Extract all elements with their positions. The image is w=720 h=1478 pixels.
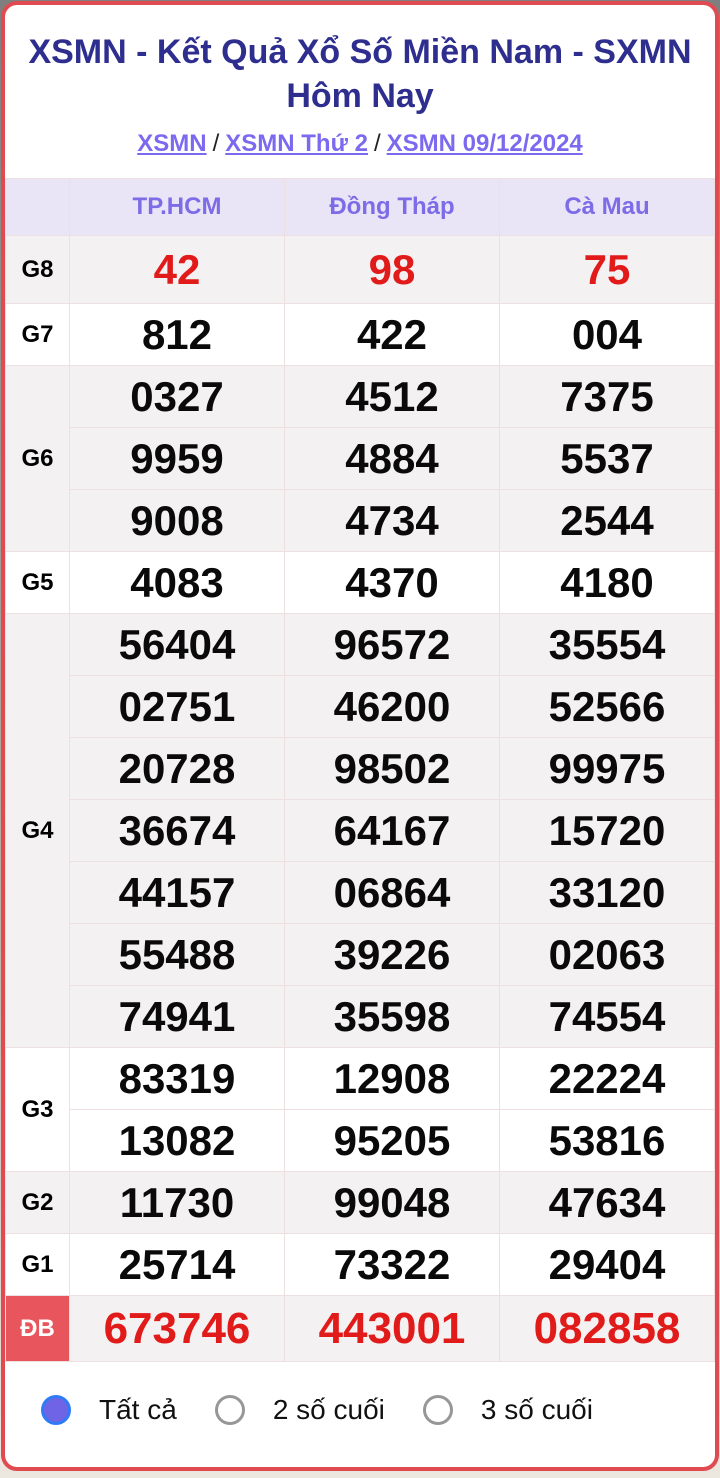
prize-value: 0327	[70, 366, 285, 428]
prize-value: 74554	[500, 986, 715, 1048]
prize-label: G5	[6, 552, 70, 614]
prize-row-g2	[6, 1172, 715, 1234]
prize-row-g7	[6, 304, 715, 366]
prize-value: 46200	[285, 676, 500, 738]
prize-row-g1	[6, 1234, 715, 1296]
prize-value: 55488	[70, 924, 285, 986]
breadcrumb-link[interactable]: XSMN Thứ 2	[225, 130, 368, 158]
prize-value: 443001	[285, 1296, 500, 1362]
breadcrumb	[5, 130, 715, 158]
prize-value: 082858	[500, 1296, 715, 1362]
filter-label: 2 số cuối	[272, 1394, 385, 1426]
prize-row-g4	[6, 986, 715, 1048]
prize-row-g5	[6, 552, 715, 614]
prize-value: 53816	[500, 1110, 715, 1172]
prize-value: 42	[70, 236, 285, 304]
breadcrumb-link[interactable]: XSMN	[137, 130, 207, 158]
prize-label: G4	[6, 614, 70, 1048]
column-header: Đồng Tháp	[285, 179, 500, 236]
prize-row-g4	[6, 738, 715, 800]
prize-value: 7375	[500, 366, 715, 428]
prize-label: ĐB	[6, 1296, 70, 1362]
prize-value: 4512	[285, 366, 500, 428]
radio-icon[interactable]	[41, 1395, 71, 1425]
prize-row-g6	[6, 366, 715, 428]
prize-value: 673746	[70, 1296, 285, 1362]
filter-option[interactable]	[423, 1394, 593, 1426]
filter-option[interactable]	[41, 1394, 177, 1426]
prize-row-đb	[6, 1296, 715, 1362]
prize-value: 4734	[285, 490, 500, 552]
filter-label: Tất cả	[99, 1394, 177, 1426]
corner-cell	[6, 179, 70, 236]
filter-label: 3 số cuối	[480, 1394, 593, 1426]
table-header-row	[6, 179, 715, 236]
results-table	[5, 178, 715, 1362]
prize-value: 99975	[500, 738, 715, 800]
prize-value: 4083	[70, 552, 285, 614]
prize-row-g6	[6, 490, 715, 552]
radio-icon[interactable]	[215, 1395, 245, 1425]
prize-value: 22224	[500, 1048, 715, 1110]
prize-value: 2544	[500, 490, 715, 552]
prize-value: 98502	[285, 738, 500, 800]
prize-value: 73322	[285, 1234, 500, 1296]
prize-value: 15720	[500, 800, 715, 862]
prize-value: 4370	[285, 552, 500, 614]
prize-value: 36674	[70, 800, 285, 862]
prize-row-g4	[6, 800, 715, 862]
prize-row-g6	[6, 428, 715, 490]
page-title: XSMN - Kết Quả Xổ Số Miền Nam - SXMN Hôm Nay	[28, 33, 692, 115]
prize-value: 4180	[500, 552, 715, 614]
prize-value: 4884	[285, 428, 500, 490]
prize-row-g3	[6, 1048, 715, 1110]
prize-row-g4	[6, 676, 715, 738]
prize-value: 95205	[285, 1110, 500, 1172]
prize-label: G6	[6, 366, 70, 552]
prize-row-g4	[6, 614, 715, 676]
prize-value: 02063	[500, 924, 715, 986]
prize-value: 52566	[500, 676, 715, 738]
prize-value: 9008	[70, 490, 285, 552]
radio-icon[interactable]	[423, 1395, 453, 1425]
breadcrumb-separator: /	[373, 130, 381, 158]
prize-value: 44157	[70, 862, 285, 924]
prize-label: G3	[6, 1048, 70, 1172]
prize-value: 99048	[285, 1172, 500, 1234]
filter-option[interactable]	[215, 1394, 385, 1426]
results-card	[1, 1, 719, 1471]
prize-value: 56404	[70, 614, 285, 676]
prize-value: 812	[70, 304, 285, 366]
prize-value: 98	[285, 236, 500, 304]
prize-value: 422	[285, 304, 500, 366]
prize-value: 83319	[70, 1048, 285, 1110]
prize-label: G8	[6, 236, 70, 304]
prize-label: G7	[6, 304, 70, 366]
prize-value: 004	[500, 304, 715, 366]
prize-value: 29404	[500, 1234, 715, 1296]
prize-label: G2	[6, 1172, 70, 1234]
prize-value: 39226	[285, 924, 500, 986]
prize-value: 33120	[500, 862, 715, 924]
prize-value: 06864	[285, 862, 500, 924]
prize-value: 02751	[70, 676, 285, 738]
prize-value: 96572	[285, 614, 500, 676]
prize-row-g3	[6, 1110, 715, 1172]
column-header: TP.HCM	[70, 179, 285, 236]
prize-value: 35554	[500, 614, 715, 676]
prize-row-g4	[6, 924, 715, 986]
breadcrumb-link[interactable]: XSMN 09/12/2024	[386, 130, 583, 158]
prize-value: 13082	[70, 1110, 285, 1172]
prize-value: 25714	[70, 1234, 285, 1296]
prize-value: 9959	[70, 428, 285, 490]
prize-value: 20728	[70, 738, 285, 800]
breadcrumb-separator: /	[212, 130, 220, 158]
prize-value: 75	[500, 236, 715, 304]
prize-row-g8	[6, 236, 715, 304]
prize-value: 35598	[285, 986, 500, 1048]
prize-value: 12908	[285, 1048, 500, 1110]
prize-row-g4	[6, 862, 715, 924]
prize-value: 64167	[285, 800, 500, 862]
prize-value: 74941	[70, 986, 285, 1048]
filter-options	[41, 1394, 715, 1426]
prize-value: 5537	[500, 428, 715, 490]
column-header: Cà Mau	[500, 179, 715, 236]
prize-value: 47634	[500, 1172, 715, 1234]
prize-value: 11730	[70, 1172, 285, 1234]
prize-label: G1	[6, 1234, 70, 1296]
